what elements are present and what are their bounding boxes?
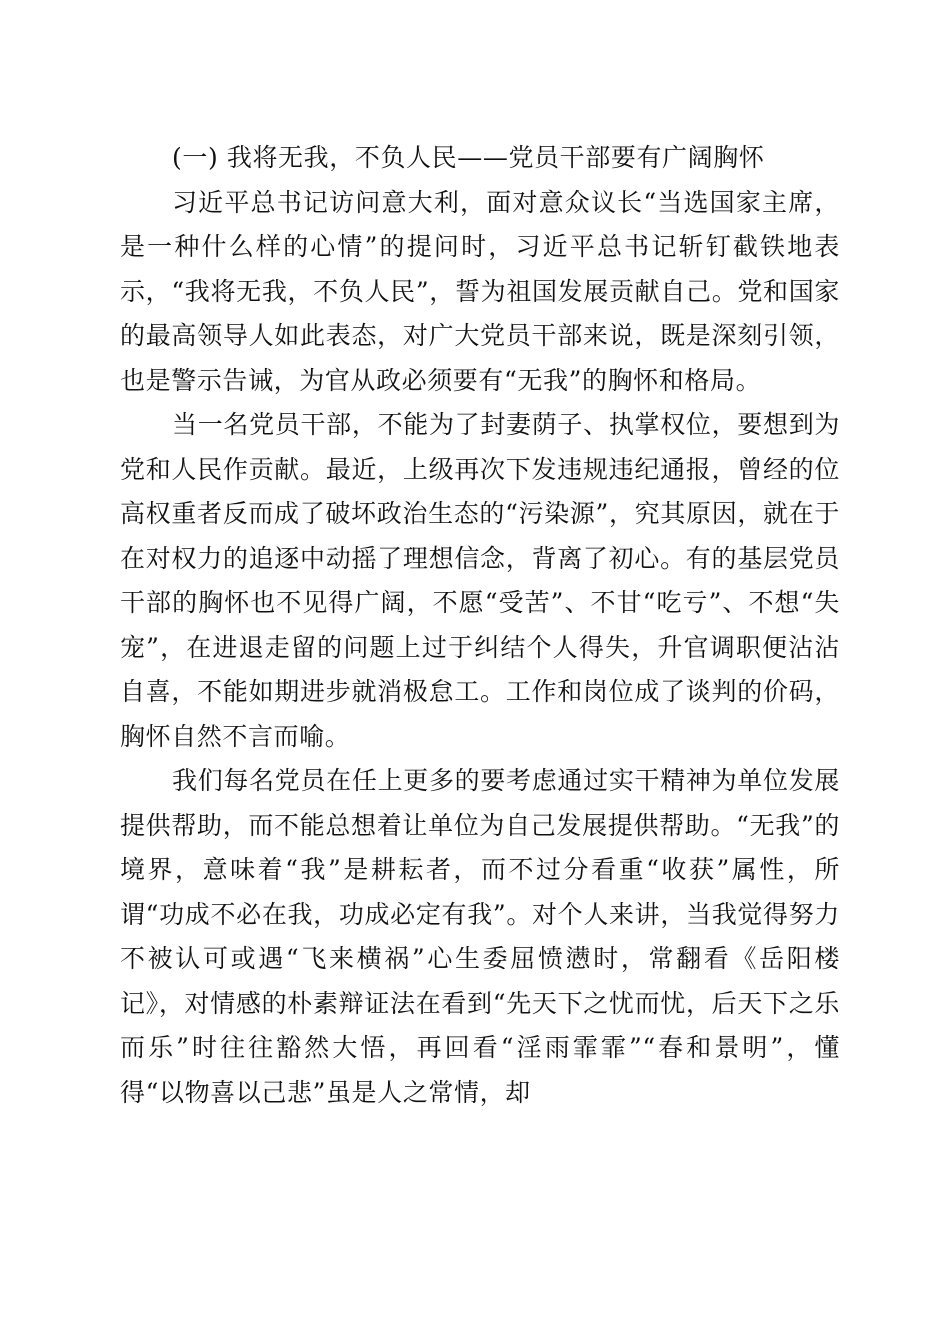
document-body (120, 136, 840, 1115)
section-heading: (一) 我将无我，不负人民——党员干部要有广阔胸怀 (172, 143, 765, 172)
paragraph-3: 我们每名党员在任上更多的要考虑通过实干精神为单位发展提供帮助，而不能总想着让单位为自己发展提供帮助。“无我”的境界，意味着“我”是耕耘者，而不过分看重“收获”属性，所谓“功成不必在我，功成必定有我”。对个人来讲，当我觉得努力不被认可或遇“飞来横祸”心生委屈愤懑时，常翻看《岳阳楼记》，对情感的朴素辩证法在看到“先天下之忧而忧，后天下之乐而乐”时往往豁然大悟，再回看“淫雨霏霏”“春和景明”，懂得“以物喜以己悲”虽是人之常情，却 (120, 766, 840, 1107)
paragraph-2: 当一名党员干部，不能为了封妻荫子、执掌权位，要想到为党和人民作贡献。最近，上级再次下发违规违纪通报，曾经的位高权重者反而成了破坏政治生态的“污染源”，究其原因，就在于在对权力的追逐中动摇了理想信念，背离了初心。有的基层党员干部的胸怀也不见得广阔，不愿“受苦”、不甘“吃亏”、不想“失宠”，在进退走留的问题上过于纠结个人得失，升官调职便沾沾自喜，不能如期进步就消极怠工。工作和岗位成了谈判的价码，胸怀自然不言而喻。 (120, 410, 840, 751)
paragraph-1: 习近平总书记访问意大利，面对意众议长“当选国家主席，是一种什么样的心情”的提问时，习近平总书记斩钉截铁地表示，“我将无我，不负人民”，誓为祖国发展贡献自己。党和国家的最高领导人如此表态，对广大党员干部来说，既是深刻引领，也是警示告诫，为官从政必须要有“无我”的胸怀和格局。 (120, 187, 840, 395)
